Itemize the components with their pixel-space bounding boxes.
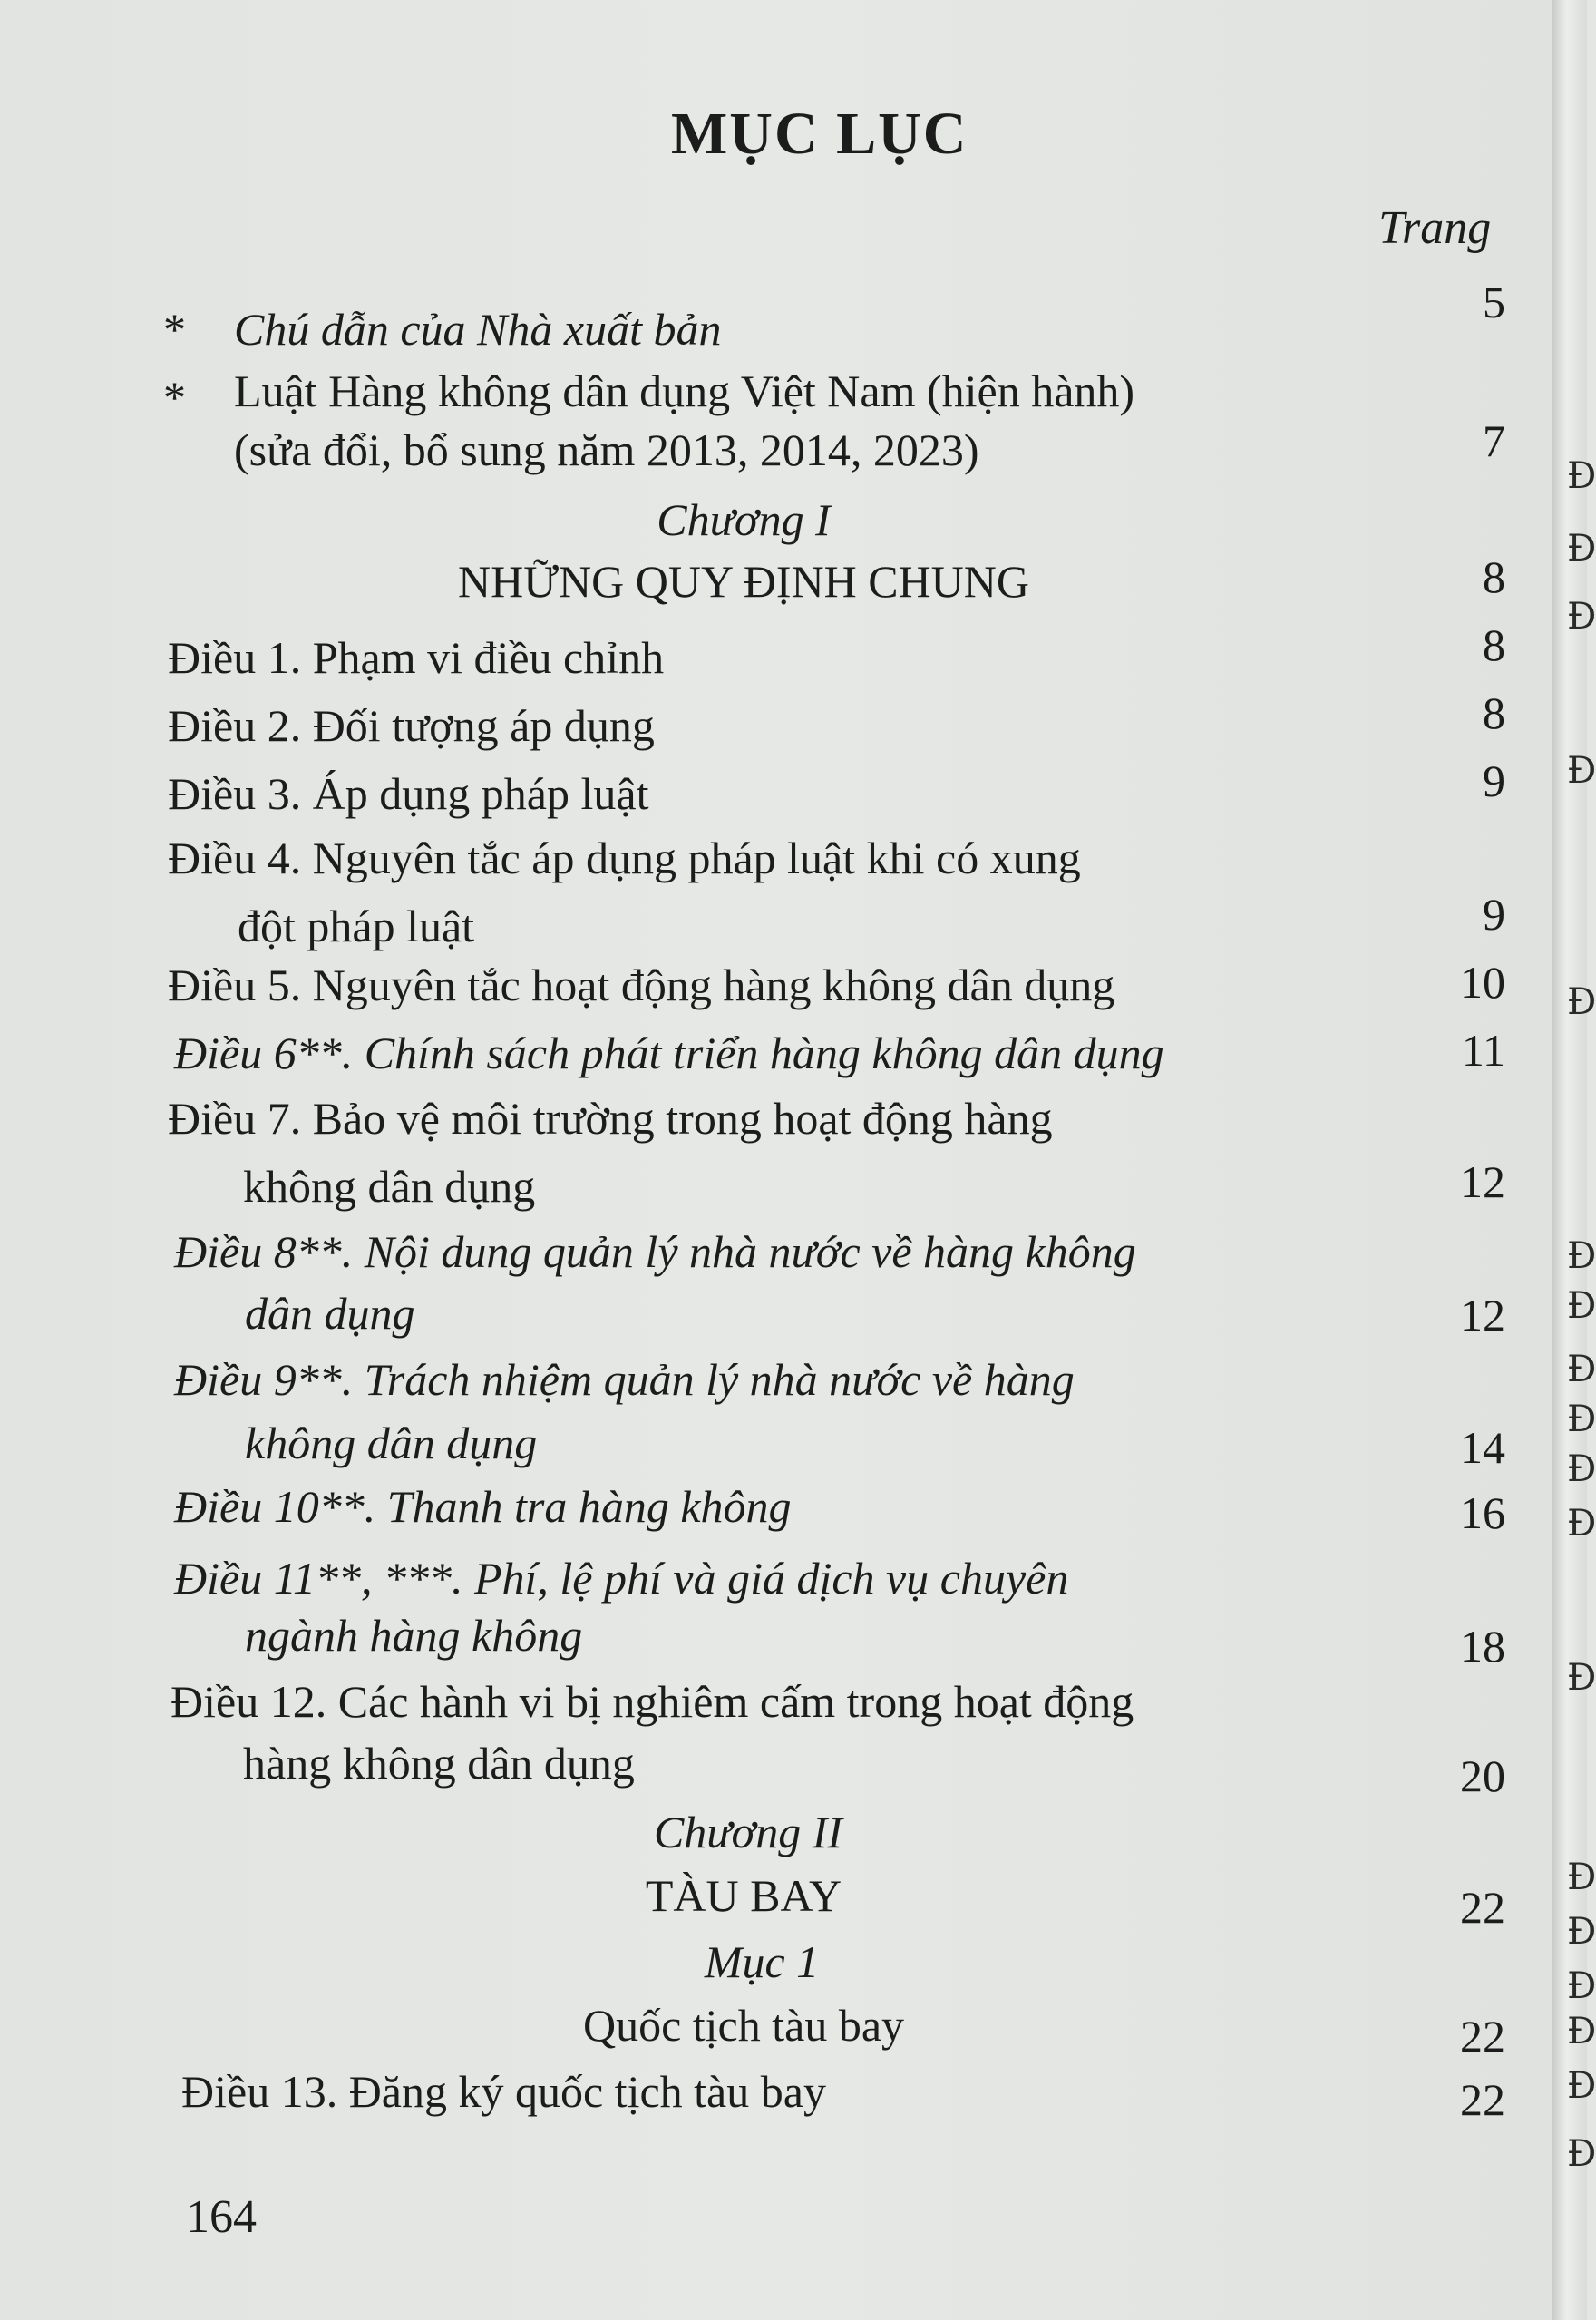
toc-page-number: 5: [1483, 277, 1505, 327]
toc-entry-article: Điều 4. Nguyên tắc áp dụng pháp luật khi có xung: [168, 833, 1081, 883]
page-title: MỤC LỤC: [671, 101, 968, 167]
page-column-label: Trang: [1378, 202, 1492, 254]
toc-page-number: 14: [1460, 1422, 1505, 1473]
edge-letter: Đ: [1567, 1965, 1596, 2007]
toc-entry-law-title: Luật Hàng không dân dụng Việt Nam (hiện hành): [234, 366, 1135, 416]
bullet-star: *: [163, 372, 186, 423]
toc-entry-article-cont: không dân dụng: [245, 1418, 538, 1468]
toc-entry-article: Điều 3. Áp dụng pháp luật: [168, 768, 649, 819]
next-page-edge-letters: [1567, 0, 1596, 2320]
toc-entry-article: Điều 5. Nguyên tắc hoạt động hàng không dân dụng: [168, 960, 1115, 1010]
toc-entry-article: Điều 9**. Trách nhiệm quản lý nhà nước về hàng: [174, 1354, 1075, 1405]
toc-page-number: 20: [1460, 1750, 1505, 1801]
toc-entry-article: Điều 10**. Thanh tra hàng không: [174, 1481, 792, 1532]
toc-page-number: 8: [1483, 687, 1505, 738]
edge-letter: Đ: [1567, 1657, 1596, 1699]
chapter-title: NHỮNG QUY ĐỊNH CHUNG: [458, 556, 1029, 607]
edge-letter: Đ: [1567, 2065, 1596, 2107]
page-folio: 164: [186, 2191, 257, 2243]
chapter-label: Chương I: [657, 494, 831, 545]
toc-entry-article-cont: không dân dụng: [243, 1161, 536, 1212]
section-title: Quốc tịch tàu bay: [582, 2000, 905, 2051]
toc-page-number: 12: [1460, 1290, 1505, 1340]
toc-page-number: 9: [1483, 889, 1505, 940]
toc-entry-publisher-note: Chú dẫn của Nhà xuất bản: [234, 304, 722, 355]
edge-letter: Đ: [1567, 1399, 1596, 1440]
toc-page-number: 8: [1483, 619, 1505, 670]
toc-page-number: 22: [1460, 2074, 1505, 2125]
toc-entry-article: Điều 2. Đối tượng áp dụng: [168, 700, 655, 751]
toc-entry-article: Điều 6**. Chính sách phát triển hàng không dân dụng: [174, 1028, 1164, 1078]
toc-page-number: 12: [1460, 1156, 1505, 1207]
toc-entry-article-cont: đột pháp luật: [238, 901, 475, 951]
toc-page-number: 7: [1483, 415, 1505, 466]
edge-letter: Đ: [1567, 1857, 1596, 1898]
edge-letter: Đ: [1567, 750, 1596, 792]
toc-entry-article: Điều 8**. Nội dung quản lý nhà nước về hàng không: [174, 1226, 1136, 1277]
chapter-label: Chương II: [653, 1807, 843, 1857]
edge-letter: Đ: [1567, 981, 1596, 1023]
toc-page-number: 22: [1460, 1882, 1505, 1933]
edge-letter: Đ: [1567, 1503, 1596, 1545]
section-label: Mục 1: [704, 1936, 820, 1987]
toc-page-number: 18: [1460, 1621, 1505, 1672]
toc-entry-article: Điều 12. Các hành vi bị nghiêm cấm trong hoạt động: [170, 1676, 1134, 1727]
toc-entry-article-cont: ngành hàng không: [245, 1610, 583, 1661]
toc-page-number: 10: [1460, 957, 1505, 1008]
edge-letter: Đ: [1567, 1349, 1596, 1390]
toc-entry-article: Điều 13. Đăng ký quốc tịch tàu bay: [181, 2066, 826, 2117]
toc-entry-article: Điều 1. Phạm vi điều chỉnh: [168, 632, 665, 683]
edge-letter: Đ: [1567, 596, 1596, 638]
toc-entry-article: Điều 7. Bảo vệ môi trường trong hoạt động hàng: [168, 1093, 1053, 1144]
toc-page-number: 9: [1483, 755, 1505, 806]
edge-letter: Đ: [1567, 528, 1596, 570]
edge-letter: Đ: [1567, 1911, 1596, 1953]
toc-page-number: 11: [1461, 1025, 1505, 1076]
edge-letter: Đ: [1567, 2133, 1596, 2175]
toc-entry-article-cont: hàng không dân dụng: [243, 1738, 635, 1789]
edge-letter: Đ: [1567, 1448, 1596, 1490]
bullet-star: *: [163, 304, 186, 355]
toc-entry-article: Điều 11**, ***. Phí, lệ phí và giá dịch vụ chuyên: [174, 1553, 1069, 1604]
toc-page-number: 22: [1460, 2011, 1505, 2062]
edge-letter: Đ: [1567, 1285, 1596, 1327]
edge-letter: Đ: [1567, 1235, 1596, 1277]
edge-letter: Đ: [1567, 2011, 1596, 2052]
toc-entry-article-cont: dân dụng: [245, 1288, 415, 1339]
chapter-title: TÀU BAY: [645, 1870, 842, 1921]
toc-page-number: 8: [1483, 551, 1505, 602]
toc-page-number: 16: [1460, 1487, 1505, 1538]
toc-entry-law-subtitle: (sửa đổi, bổ sung năm 2013, 2014, 2023): [234, 424, 979, 475]
edge-letter: Đ: [1567, 455, 1596, 497]
